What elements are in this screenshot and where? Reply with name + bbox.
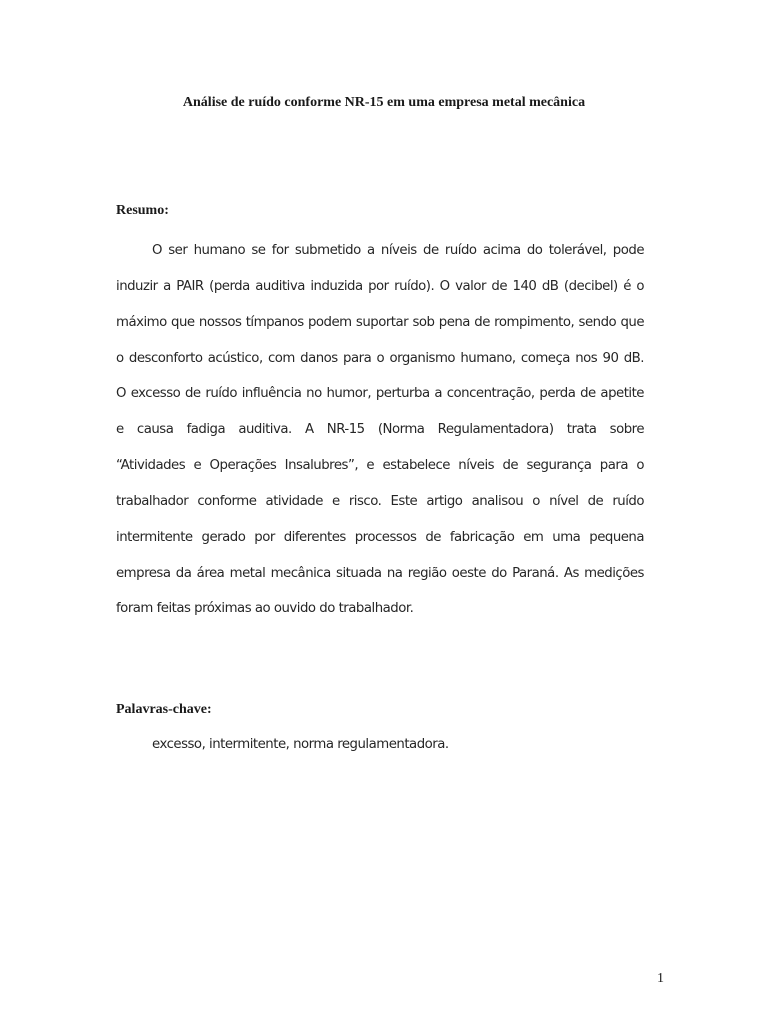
abstract-line: empresa da área metal mecânica situada na região oeste do Paraná. As medições xyxy=(116,565,644,581)
keywords-text: excesso, intermitente, norma regulamentadora. xyxy=(152,737,449,752)
abstract-line: intermitente gerado por diferentes processos de fabricação em uma pequena xyxy=(116,529,644,545)
abstract-body xyxy=(116,233,644,627)
abstract-line: induzir a PAIR (perda auditiva induzida por ruído). O valor de 140 dB (decibel) é o xyxy=(116,278,644,294)
page-number: 1 xyxy=(657,971,664,986)
abstract-line: O ser humano se for submetido a níveis de ruído acima do tolerável, pode xyxy=(152,243,644,258)
abstract-line: “Atividades e Operações Insalubres”, e estabelece níveis de segurança para o xyxy=(116,458,644,474)
abstract-heading: Resumo: xyxy=(116,203,169,218)
abstract-line: máximo que nossos tímpanos podem suportar sob pena de rompimento, sendo que xyxy=(116,314,644,330)
keywords-heading: Palavras-chave: xyxy=(116,702,212,717)
abstract-line: O excesso de ruído influência no humor, perturba a concentração, perda de apetite xyxy=(116,386,644,402)
abstract-line: e causa fadiga auditiva. A NR-15 (Norma Regulamentadora) trata sobre xyxy=(116,422,644,438)
abstract-line: foram feitas próximas ao ouvido do trabalhador. xyxy=(116,601,414,617)
abstract-line: o desconforto acústico, com danos para o organismo humano, começa nos 90 dB. xyxy=(116,350,644,366)
document-title: Análise de ruído conforme NR-15 em uma empresa metal mecânica xyxy=(182,95,586,110)
abstract-line: trabalhador conforme atividade e risco. Este artigo analisou o nível de ruído xyxy=(116,493,644,509)
